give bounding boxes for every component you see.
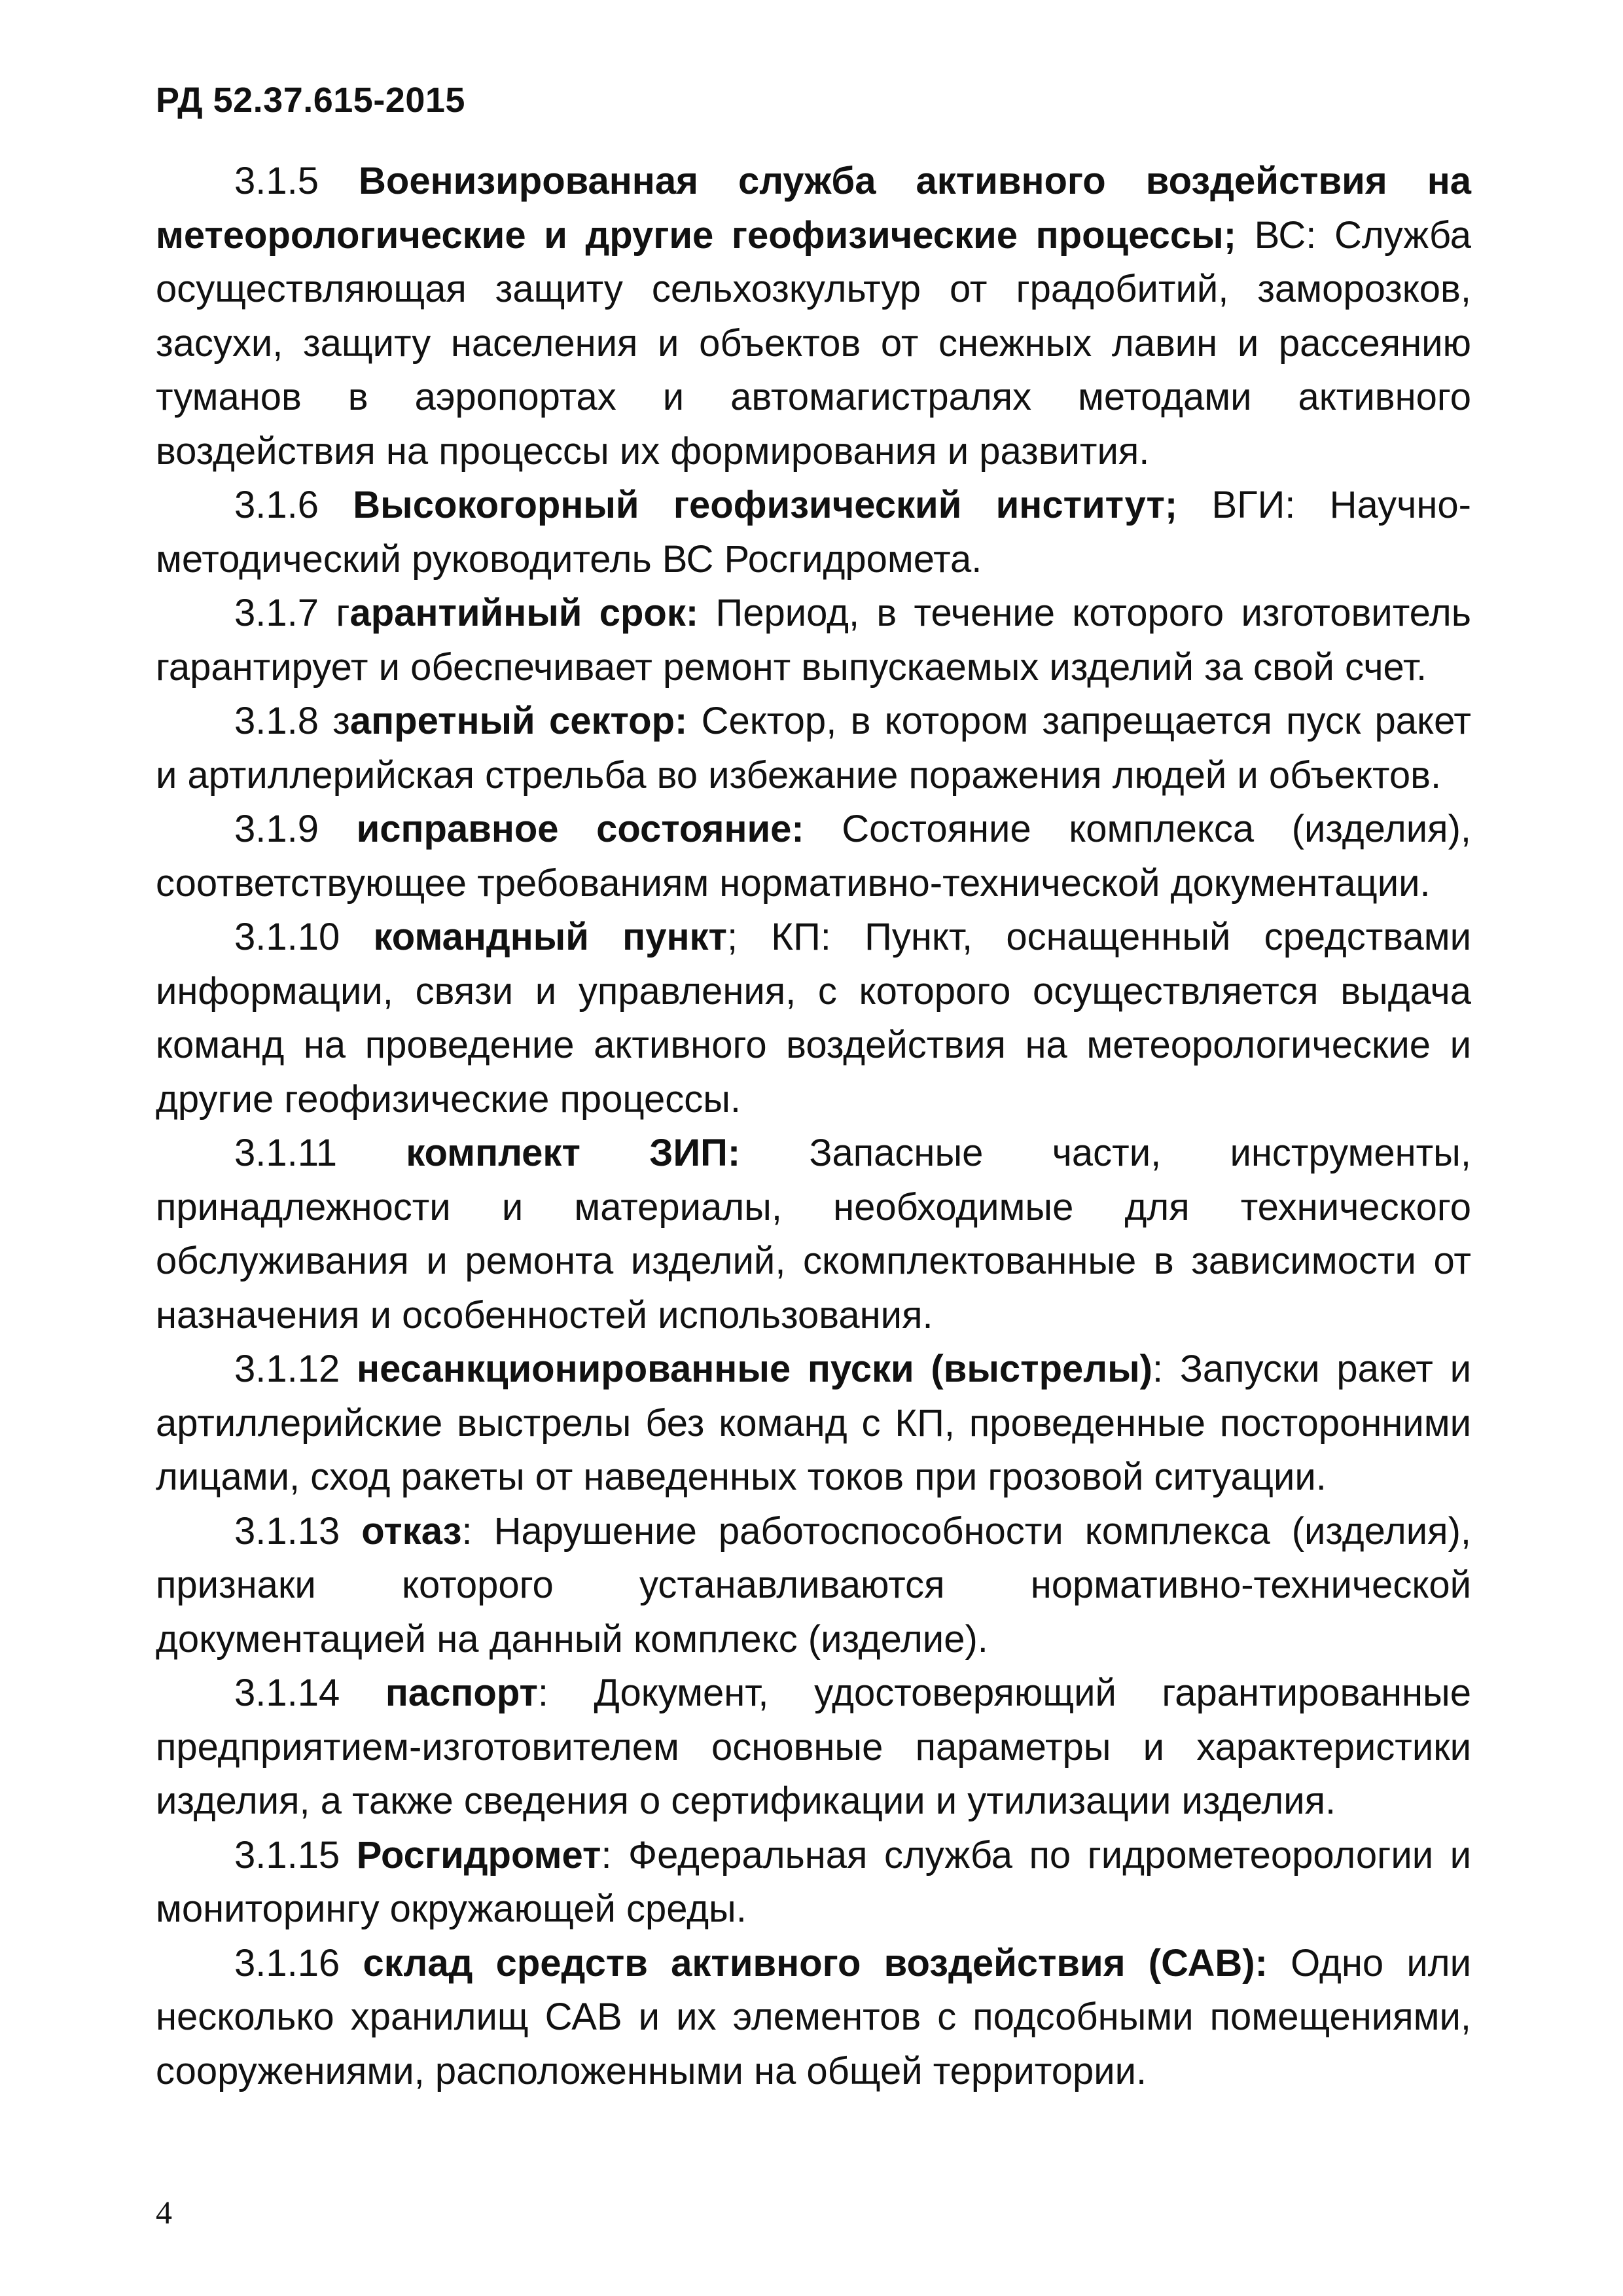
entry-number: 3.1.11 (234, 1132, 337, 1174)
entry-number: 3.1.5 (234, 160, 319, 202)
entry-definition: : Нарушение работоспособности комплекса (изделия), признаки которого устанавливаются нормативно-технической документацией на данный комплекс (изделие). (156, 1509, 1472, 1660)
entry-term: Высокогорный геофизический институт; (353, 484, 1178, 526)
page-number: 4 (156, 2194, 172, 2231)
entry-definition: Одно или несколько хранилищ САВ и их элементов с подсобными помещениями, сооружениями, расположенными на общей территории. (156, 1941, 1471, 2092)
definition-entry (156, 1505, 1471, 1667)
entry-definition: ВС: Служба осуществляющая защиту сельхозкультур от градобитий, заморозков, засухи, защиту населения и объектов от снежных лавин и рассеянию туманов в аэропортах и автомагистралях методами активного воздействия на процессы их формирования и развития. (156, 213, 1471, 473)
definition-entry (156, 586, 1471, 694)
definition-entry (156, 1342, 1471, 1505)
entry-number: 3.1.9 (234, 808, 319, 850)
entry-definition: Период, в течение которого изготовитель гарантирует и обеспечивает ремонт выпускаемых изделий за свой счет. (156, 592, 1471, 689)
entry-number: 3.1.12 (234, 1348, 340, 1390)
definition-entry (156, 478, 1471, 586)
definition-entry (156, 802, 1471, 910)
entry-term: арантийный срок: (349, 592, 699, 634)
entry-definition: : Документ, удостоверяющий гарантированные предприятием-изготовителем основные параметры и характеристики изделия, а также сведения о сертификации и утилизации изделия. (156, 1672, 1471, 1822)
entry-term: апретный сектор: (349, 700, 688, 742)
entry-number: 3.1.15 (234, 1833, 340, 1876)
entry-term: комплект ЗИП: (406, 1132, 741, 1174)
definition-entry (156, 1126, 1471, 1342)
definition-entry (156, 694, 1471, 802)
definition-entry (156, 154, 1471, 478)
entry-term: склад средств активного воздействия (САВ): (363, 1941, 1268, 1984)
entry-number: 3.1.10 (234, 916, 340, 958)
entry-term: отказ (361, 1509, 462, 1552)
entry-definition: ВГИ: Научно-методический руководитель ВС Росгидромета. (156, 484, 1471, 581)
entry-term: несанкционированные пуски (выстрелы) (357, 1348, 1152, 1390)
entry-definition: : Федеральная служба по гидрометеорологии и мониторингу окружающей среды. (156, 1833, 1471, 1930)
definition-entry (156, 1829, 1471, 1937)
entry-definition: : Запуски ракет и артиллерийские выстрелы без команд с КП, проведенные посторонними лицами, сход ракеты от наведенных токов при грозовой ситуации. (156, 1348, 1471, 1498)
entry-number: 3.1.13 (234, 1509, 340, 1552)
entry-definition: Запасные части, инструменты, принадлежности и материалы, необходимые для технического обслуживания и ремонта изделий, скомплектованные в зависимости от назначения и особенностей использования. (156, 1132, 1471, 1336)
entry-definition: Сектор, в котором запрещается пуск ракет и артиллерийская стрельба во избежание поражения людей и объектов. (156, 700, 1471, 797)
definitions-list (156, 154, 1471, 2098)
entry-number: 3.1.16 (234, 1941, 340, 1984)
entry-term: Росгидромет (356, 1833, 601, 1876)
definition-entry (156, 1937, 1471, 2099)
definition-entry (156, 910, 1471, 1126)
entry-number: 3.1.8 з (234, 700, 350, 742)
entry-term: командный пункт (373, 916, 727, 958)
definition-entry (156, 1666, 1471, 1829)
entry-term: паспорт (385, 1672, 538, 1714)
entry-term: Военизированная служба активного воздействия на метеорологические и другие геофизические процессы; (156, 160, 1471, 257)
entry-number: 3.1.7 г (234, 592, 350, 634)
entry-number: 3.1.14 (234, 1672, 340, 1714)
document-code: РД 52.37.615-2015 (156, 81, 465, 120)
entry-definition: ; КП: Пункт, оснащенный средствами информации, связи и управления, с которого осуществляется выдача команд на проведение активного воздействия на метеорологические и другие геофизические процессы. (156, 916, 1471, 1121)
entry-definition: Состояние комплекса (изделия), соответствующее требованиям нормативно-технической документации. (156, 808, 1471, 905)
entry-term: исправное состояние: (356, 808, 804, 850)
entry-number: 3.1.6 (234, 484, 319, 526)
